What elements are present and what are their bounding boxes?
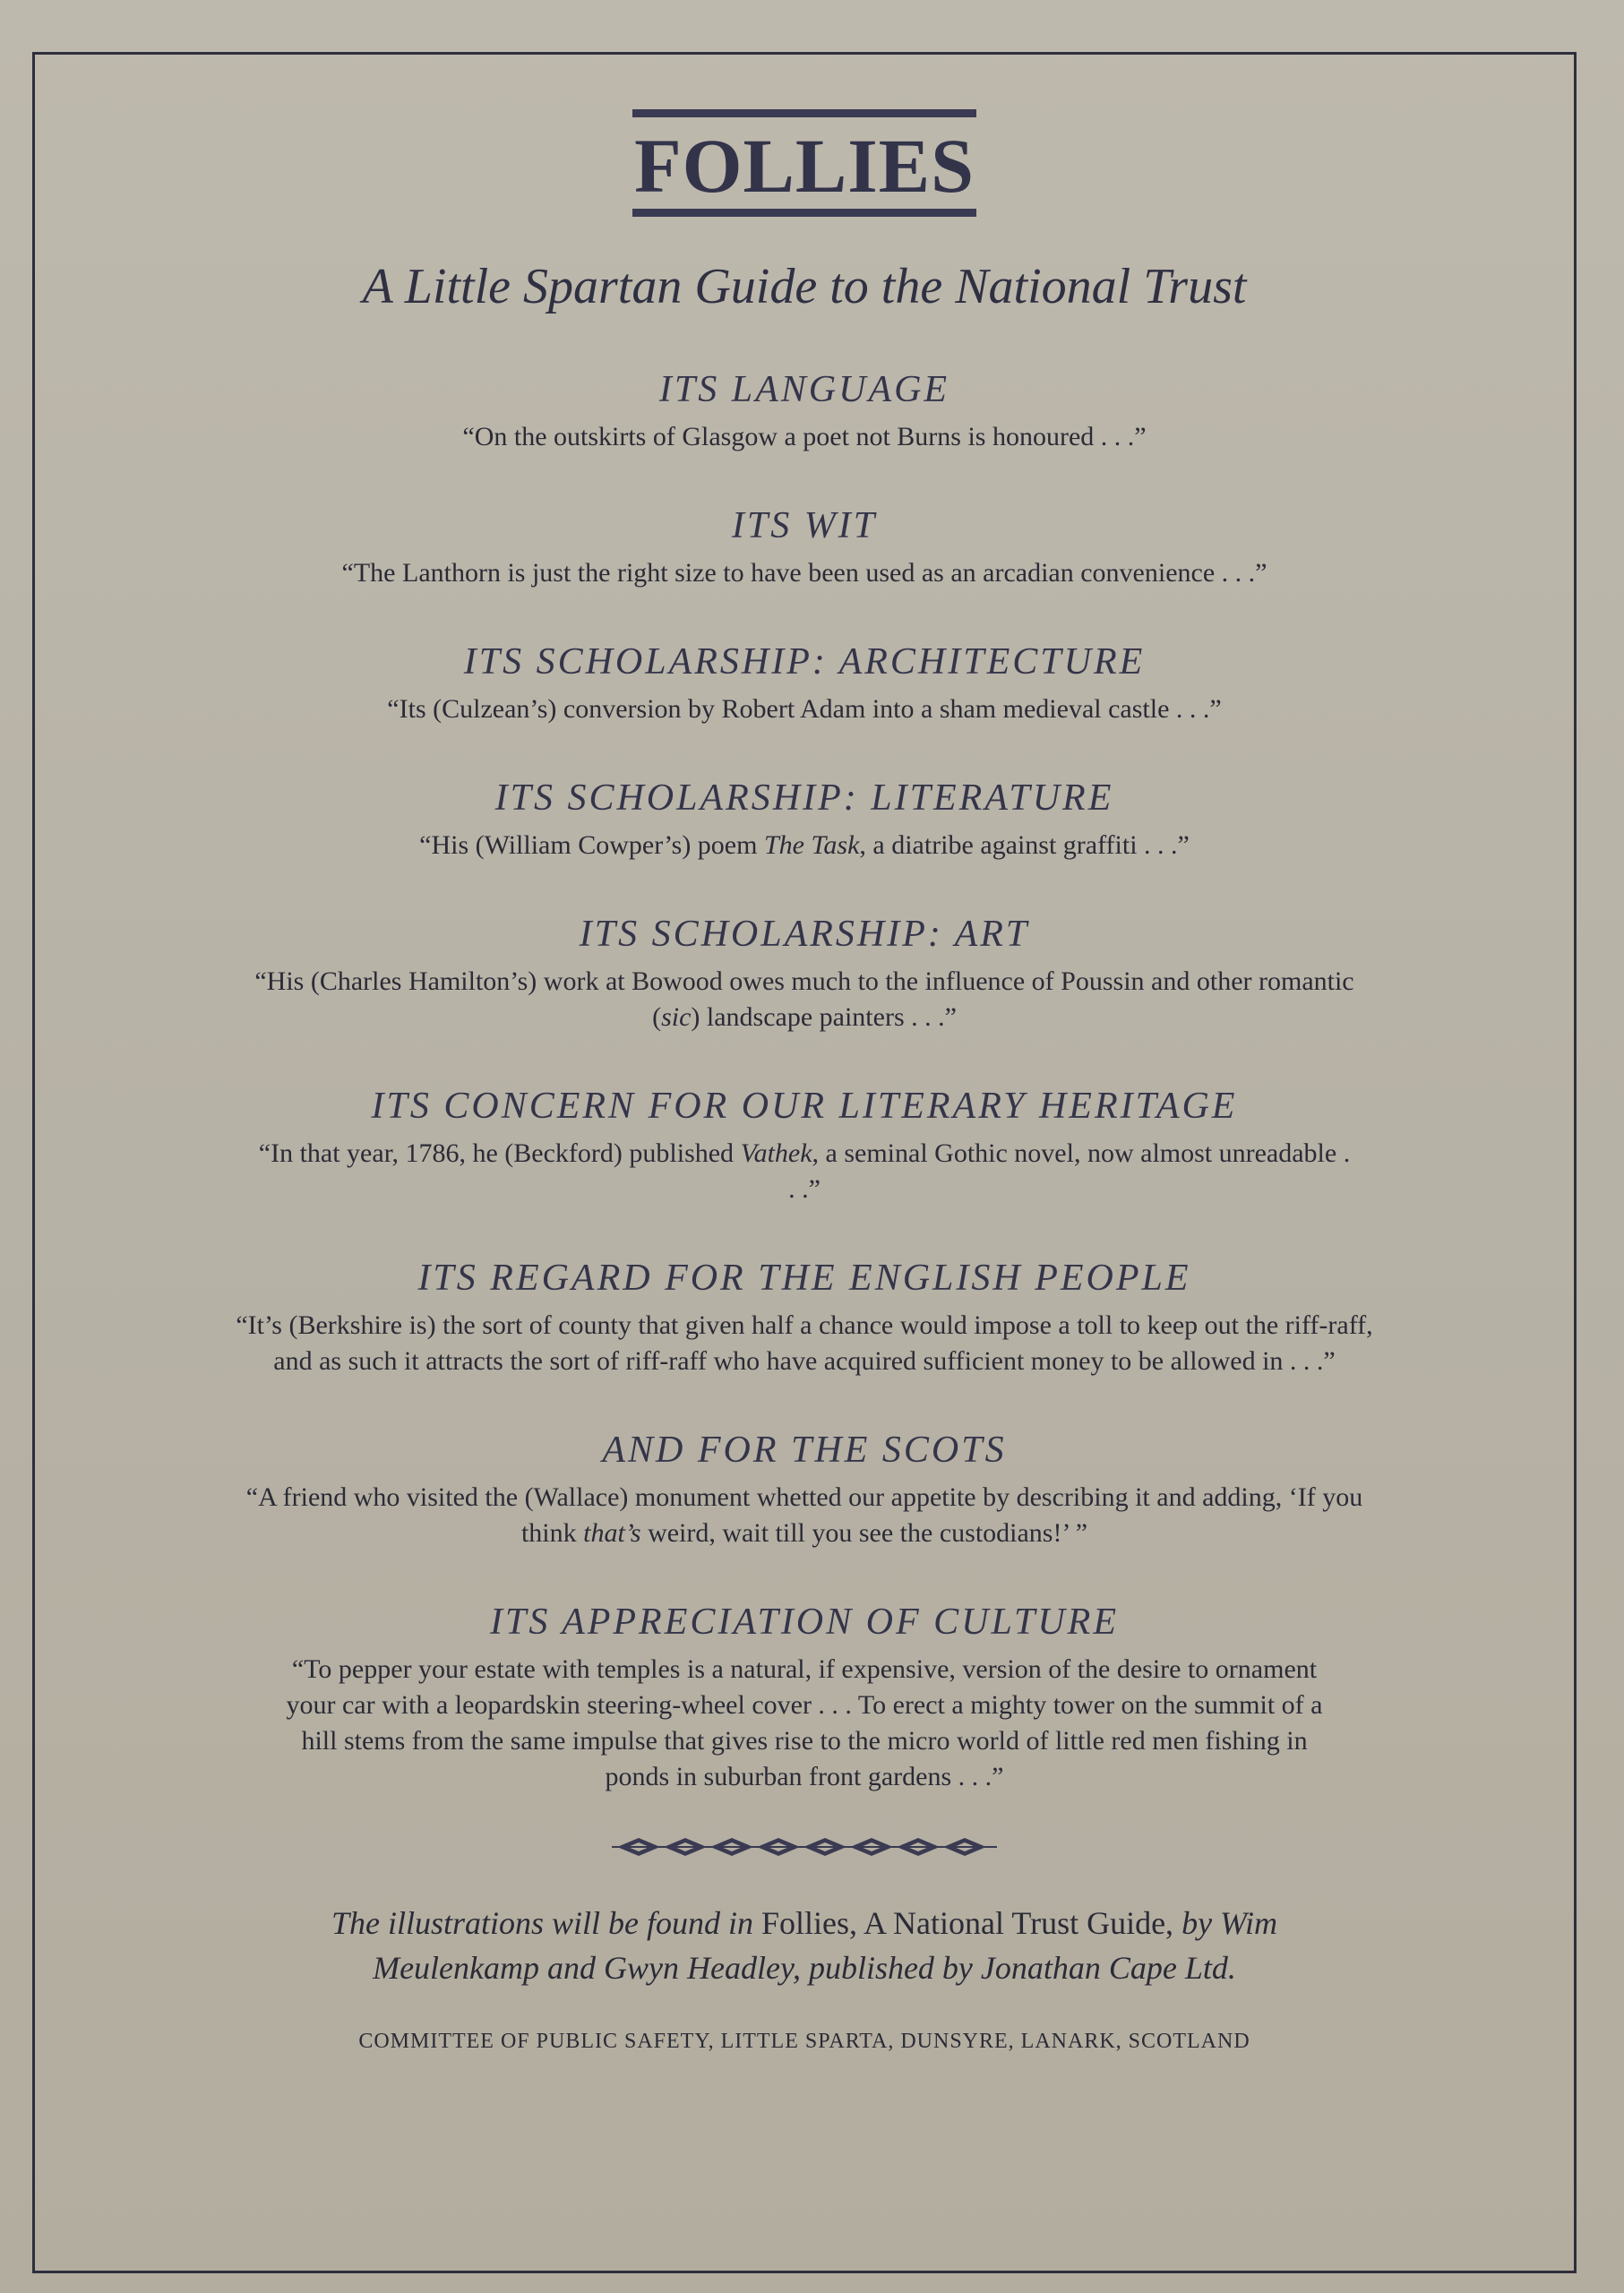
section-quote: “The Lanthorn is just the right size to have been used as an arcadian convenience . . .” (341, 558, 1267, 588)
section-heading: ITS REGARD FOR THE ENGLISH PEOPLE (417, 1258, 1191, 1299)
section-language (32, 365, 1577, 455)
ornament-divider (32, 1834, 1577, 1859)
section-quote: “Its (Culzean’s) conversion by Robert Adam into a sham medieval castle . . .” (387, 694, 1222, 724)
quote-text: “His (William Cowper’s) poem (419, 830, 764, 860)
section-heading: ITS SCHOLARSHIP: ART (579, 914, 1030, 955)
section-literary-heritage (32, 1082, 1577, 1207)
section-scholarship-literature (32, 774, 1577, 863)
illustration-credit (249, 1901, 1360, 1990)
quote-italic: sic (661, 1002, 692, 1032)
quote-text: “A friend who visited the (Wallace) monument whetted our appetite by describing it and adding, ‘If you think (245, 1482, 1363, 1548)
section-heading: AND FOR THE SCOTS (602, 1430, 1007, 1471)
section-heading: ITS SCHOLARSHIP: ARCHITECTURE (463, 641, 1146, 683)
document-content (32, 52, 1577, 2054)
section-quote: “It’s (Berkshire is) the sort of county that given half a chance would impose a toll to keep out the riff-raff, and as such it attracts the sort of riff-raff who have acquired sufficient money to be allowed in . . .” (236, 1310, 1373, 1376)
section-quote: “On the outskirts of Glasgow a poet not Burns is honoured . . .” (462, 422, 1147, 451)
section-english-people (32, 1254, 1577, 1379)
quote-text: “In that year, 1786, he (Beckford) published (258, 1138, 741, 1168)
subtitle: A Little Spartan Guide to the National Trust (362, 259, 1247, 314)
section-quote (231, 828, 1378, 863)
section-scots (32, 1426, 1577, 1551)
quote-text: weird, wait till you see the custodians!’ ” (640, 1518, 1088, 1548)
section-quote: “To pepper your estate with temples is a natural, if expensive, version of the desire to ornament your car with a leopardskin steering-wheel cover . . . To erect a mighty tower on the summit of a hill stems from the same impulse that gives rise to the micro world of little red men fishing in ponds in suburban front gardens . . .” (286, 1654, 1323, 1791)
section-heading: ITS LANGUAGE (658, 369, 950, 410)
section-heading: ITS SCHOLARSHIP: LITERATURE (494, 777, 1114, 819)
quote-title-italic: The Task (763, 830, 860, 860)
section-scholarship-architecture (32, 638, 1577, 727)
title-block (32, 109, 1577, 217)
ornament-scroll-icon (612, 1834, 997, 1859)
section-quote (258, 1136, 1351, 1207)
quote-italic: that’s (583, 1518, 641, 1548)
quote-title-italic: Vathek (740, 1138, 812, 1168)
section-wit (32, 502, 1577, 591)
section-quote (231, 1480, 1378, 1551)
section-heading: ITS APPRECIATION OF CULTURE (490, 1602, 1119, 1643)
section-culture (32, 1598, 1577, 1795)
quote-text: ) landscape painters . . .” (691, 1002, 957, 1032)
section-quote (249, 964, 1360, 1035)
quote-text: “His (Charles Hamilton’s) work at Bowood owes much to the influence of Poussin and other romantic ( (254, 966, 1354, 1032)
publisher-footer: COMMITTEE OF PUBLIC SAFETY, LITTLE SPARTA, DUNSYRE, LANARK, SCOTLAND (358, 2030, 1250, 2053)
credit-text: The illustrations will be found in (331, 1905, 761, 1941)
credit-book-title: Follies, A National Trust Guide, (761, 1905, 1174, 1941)
section-scholarship-art (32, 910, 1577, 1035)
section-heading: ITS WIT (731, 505, 878, 546)
quote-text: , a diatribe against graffiti . . .” (859, 830, 1190, 860)
section-heading: ITS CONCERN FOR OUR LITERARY HERITAGE (371, 1086, 1238, 1127)
quote-text: , a seminal Gothic novel, now almost unreadable . . .” (788, 1138, 1351, 1204)
credit-text: by Wim Meulenkamp and Gwyn Headley, published by Jonathan Cape Ltd. (373, 1905, 1278, 1986)
page-title: FOLLIES (632, 109, 976, 217)
